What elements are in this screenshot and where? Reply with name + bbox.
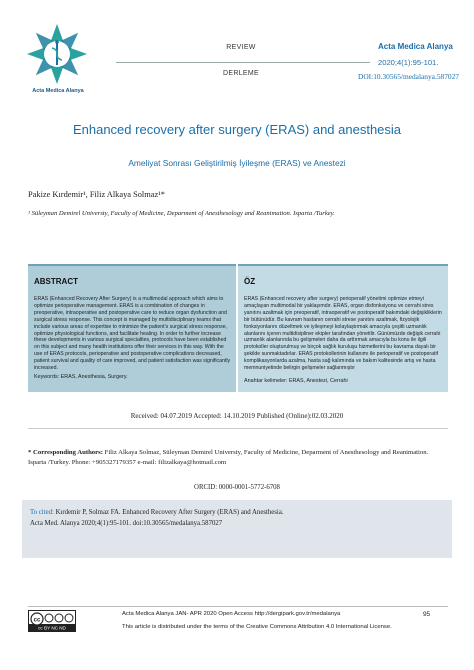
review-label: REVIEW (226, 44, 256, 51)
abstract-english (28, 264, 236, 392)
citation-box (22, 500, 452, 558)
orcid[interactable]: ORCID: 0000-0001-5772-6708 (194, 484, 280, 491)
correspondence (28, 448, 448, 467)
oz-keywords: Anahtar kelimeler: ERAS, Anestezi, Cerrahi (244, 378, 348, 384)
logo-caption: Acta Medica Alanya (32, 88, 84, 94)
svg-text:cc: cc (33, 617, 41, 624)
authors: Pakize Kırdemir¹, Filiz Alkaya Solmaz¹* (28, 190, 165, 199)
abstract-keywords: Keywords: ERAS, Anesthesia, Surgery. (34, 374, 128, 380)
oz-heading: ÖZ (244, 277, 256, 286)
footer-journal-line: Acta Medica Alanya JAN- APR 2020 Open Access http://dergipark.gov.tr/medalanya (122, 611, 341, 617)
citation-line2: Acta Med. Alanya 2020;4(1):95-101. doi:10.30565/medalanya.587027 (30, 519, 223, 527)
article-subtitle: Ameliyat Sonrası Geliştirilmiş İyileşme (ERAS) ve Anestezi (128, 158, 346, 168)
abstract-stripe (28, 264, 236, 266)
abstract-body: ERAS (Enhanced Recovery After Surgery) is a multimodal approach which aims to optimize perioperative management. ERAS is a combination of changes in preoperative, intraoperative and postoperative care to reduce organ dysfunction and surgical stress response. This concept is managed by multidisciplinary teams that include various areas of expertise to minimize the patient's surgical stress response, optimize physiological functions, and facilitate healing. In order to further increase these developments in various surgical specialties, protocols have been established on this subject and many health institutions offer their services in this way. With the use of ERAS protocols, perioperative and postoperative complications decreased, patient survival and quality of care improved, and patient satisfaction was significantly increased. (34, 296, 231, 372)
page-number: 95 (423, 611, 431, 618)
affiliation: ¹ Süleyman Demirel Universty, Faculty of Medicine, Deparment of Anesthesology and Reanimation. Isparta /Turkey. (28, 210, 335, 217)
derleme-label: DERLEME (223, 70, 259, 77)
header-divider (116, 62, 370, 63)
citation-label: To cited: (30, 509, 54, 516)
abstract-turkish (238, 264, 448, 392)
article-dates: Received: 04.07.2019 Accepted: 14.10.2019 Published (Online):02.03.2020 (130, 412, 344, 420)
footer-license-line: This article is distributed under the terms of the Creative Commons Attribution 4.0 International License. (122, 624, 392, 630)
article-title: Enhanced recovery after surgery (ERAS) and anesthesia (72, 122, 402, 137)
footer-divider (28, 606, 448, 607)
journal-name: Acta Medica Alanya (378, 42, 453, 51)
citation-line1: Kırdemir P, Solmaz FA. Enhanced Recovery After Surgery (ERAS) and Anesthesia. (55, 509, 284, 516)
correspondence-label: * Corresponding Authors: (28, 449, 103, 456)
abstract-panel (28, 264, 448, 392)
cc-license-icon[interactable] (28, 610, 76, 632)
oz-body: ERAS (Enhanced recovery after surgery) perioperatif yönetimi optimize etmeyi amaçlayan multimodal bir yaklaşımdır. ERAS, organ disfonksiyonu ve cerrahi stres yanıtını azaltmak için preoperatif, intraoperatif ve postoperatif bakımdaki değişikliklerin bir bütünüdür. Bu kavram hastanın cerrahi strese yanıtını azaltmak, fizyolojik fonksiyonlarını düzeltmek ve iyileşmeyi kolaylaştırmak amacıyla çeşitli uzmanlık alanlarını içeren multidisipliner ekipler tarafından yönetilir. Günümüzde değişik cerrahi uzmanlık alanlarında bu gelişmeleri daha da arttırmak amacıyla bu konu ile ilgili protokoller oluşturulmuş ve birçok sağlık kuruluşu hizmetlerini bu kavrama dayalı bir şekilde sunmaktadırlar. ERAS protokollerinin kullanımı ile perioperatif ve postoperatif komplikasyonlarda azalma, hasta sağ kalımında ve bakım kalitesinde artış ve hasta memnuniyetinde belirgin gelişmeler sağlanmıştır (244, 296, 442, 372)
journal-volume: 2020;4(1):95-101. (378, 58, 439, 67)
oz-stripe (238, 264, 448, 266)
dates-divider (28, 428, 448, 429)
abstract-heading: ABSTRACT (34, 277, 78, 286)
correspondence-text: Filiz Alkaya Solmaz, Süleyman Demirel Universty, Faculty of Medicine, Deparment of Anesthesology and Reanimation. Isparta /Turkey. Phone: +905327179357 e-mail: filizalkaya@hotmail.com (28, 449, 429, 466)
cc-label: cc BY NC ND (38, 625, 66, 631)
doi-link[interactable]: DOI:10.30565/medalanya.587027 (358, 72, 459, 81)
